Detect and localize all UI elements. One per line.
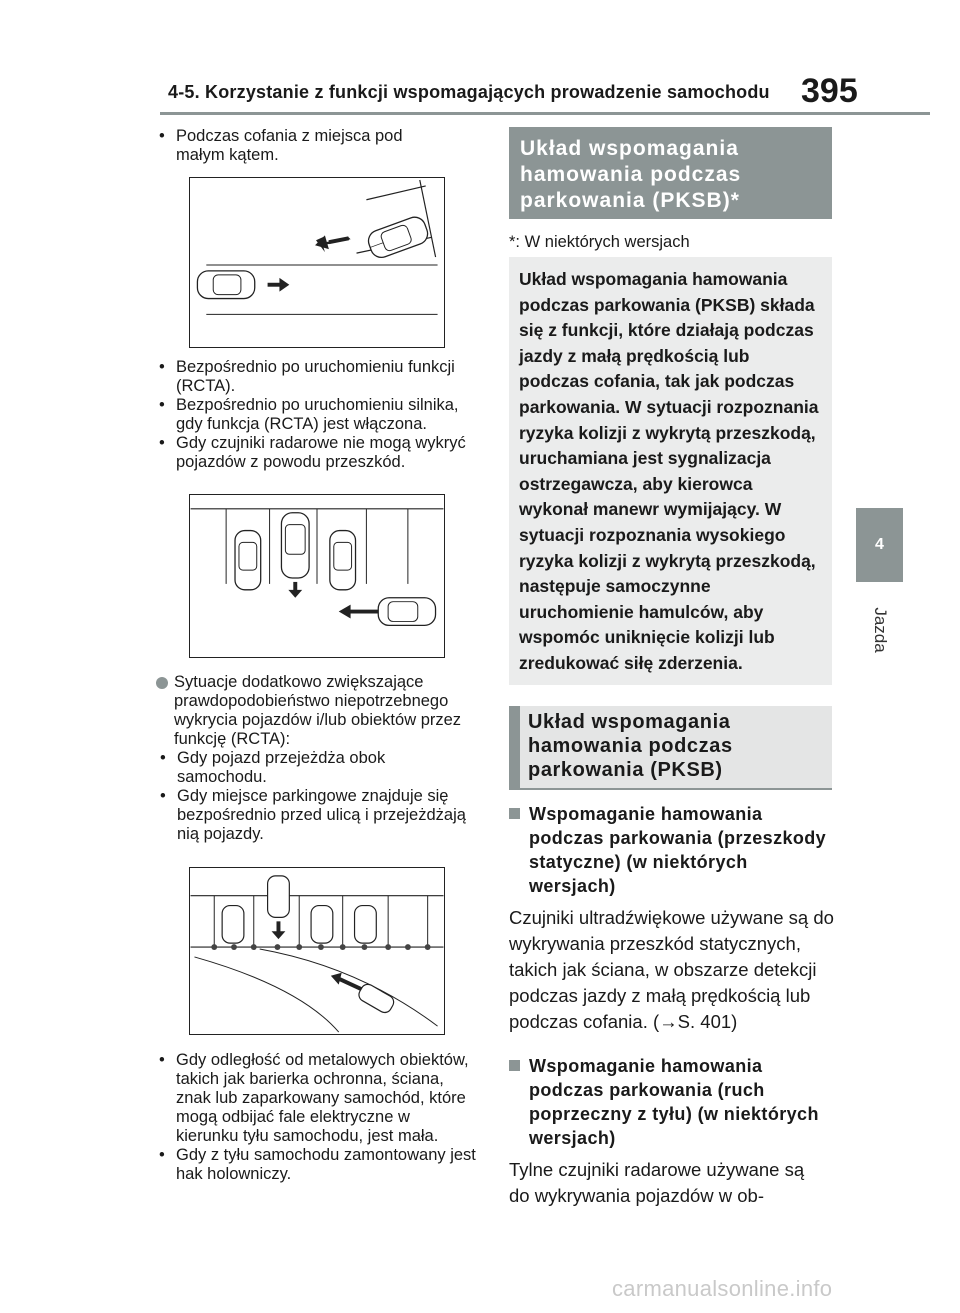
left-items-group-2 — [155, 673, 485, 844]
illustration-street-parking — [189, 867, 445, 1035]
page-reference-link[interactable]: S. 401) — [677, 1011, 738, 1032]
street-parking-drawing — [190, 868, 444, 1034]
dot-bullet-item: Sytuacje dodatkowo zwiększające prawdopodobieństwo niepotrzebnego wykrycia pojazdów i/lub obiektów przez funkcję (RCTA): — [155, 673, 477, 749]
pksb-intro-text: Układ wspomagania hamowania podczas parkowania (PKSB) składa się z funkcji, które działają podczas jazdy z małą prędkością lub podczas cofania, tak jak podczas parkowania. W sytuacji rozpoznania ryzyka kolizji z wykrytą przeszkodą, uruchamiana jest sygnalizacja ostrzegawcza, aby kierowca wykonał manewr wymijający. W sytuacji rozpoznania wysokiego ryzyka kolizji z wykrytą przeszkodą, następuje samoczynne uruchomienie hamulców, aby wspomóc uniknięcie kolizji lub zredukować siłę zderzenia. — [519, 269, 819, 673]
bullet-item: • Bezpośrednio po uruchomieniu funkcji (RCTA). — [154, 358, 472, 396]
bullet-item: • Gdy z tyłu samochodu zamontowany jest hak holowniczy. — [154, 1146, 476, 1184]
rear-cross-traffic-body: Tylne czujniki radarowe używane są do wykrywania pojazdów w ob- — [509, 1159, 805, 1206]
parking-row-drawing — [190, 495, 444, 657]
chapter-tab — [856, 508, 903, 582]
static-obstacles-heading: Wspomaganie hamowania podczas parkowania (przeszkody statyczne) (w niektórych wersjach) — [509, 802, 829, 898]
footnote — [509, 233, 690, 252]
bullet-item: • Gdy miejsce parkingowe znajduje się bezpośrednio przed ulicą i przejeżdżają nią pojazdy. — [155, 787, 477, 844]
bullet-item: • Gdy odległość od metalowych obiektów, takich jak barierka ochronna, ściana, znak lub zaparkowany samochód, które mogą odbijać fale elektryczne w kierunku tyłu samochodu, jest mała. — [154, 1051, 476, 1146]
bullet-item: • Podczas cofania z miejsca pod małym kątem. — [154, 127, 444, 165]
pksb-section-heading: Układ wspomagania hamowania podczas parkowania (PKSB)* — [509, 127, 832, 219]
page-number: 395 — [801, 72, 858, 110]
footnote-mark: *: — [509, 233, 521, 251]
static-body-text: Czujniki ultradźwiękowe używane są do wykrywania przeszkód statycznych, takich jak ściana, w obszarze detekcji podczas jazdy z małą prędkością lub podczas cofania. ( — [509, 907, 834, 1032]
pksb-subheading — [509, 706, 832, 790]
pksb-intro-box — [509, 257, 832, 685]
chapter-number: 4 — [875, 536, 884, 553]
passing-car-icon — [197, 271, 254, 299]
header-divider — [160, 112, 930, 115]
illustration-angled-reversing — [189, 177, 445, 348]
pksb-subheading-text: Układ wspomagania hamowania podczas parkowania (PKSB) — [528, 711, 733, 781]
chapter-label: Jazda — [871, 607, 890, 653]
rear-cross-traffic-heading: Wspomaganie hamowania podczas parkowania (ruch poprzeczny z tyłu) (w niektórych wersjach) — [509, 1054, 829, 1150]
reference-arrow-icon: → — [659, 1011, 678, 1032]
section-title: 4-5. Korzystanie z funkcji wspomagających prowadzenie samochodu — [168, 82, 770, 102]
moving-car-icon — [356, 982, 396, 1015]
illustration-obstructed-radar — [189, 494, 445, 658]
left-items-group-3 — [154, 1051, 484, 1184]
footnote-text: W niektórych wersjach — [524, 233, 690, 251]
bullet-item: • Gdy czujniki radarowe nie mogą wykryć pojazdów z powodu przeszkód. — [154, 434, 472, 472]
left-item-1-wrap — [154, 127, 474, 165]
bullet-item: • Gdy pojazd przejeżdża obok samochodu. — [155, 749, 471, 787]
chapter-label-container — [866, 600, 894, 660]
left-items-group-1 — [154, 358, 484, 472]
bullet-item: • Bezpośrednio po uruchomieniu silnika, gdy funkcja (RCTA) jest włączona. — [154, 396, 484, 434]
static-obstacles-body — [509, 905, 839, 1035]
reversing-car-icon — [365, 214, 430, 260]
watermark: carmanualsonline.info — [612, 1276, 833, 1301]
angled-parking-drawing — [190, 178, 444, 347]
